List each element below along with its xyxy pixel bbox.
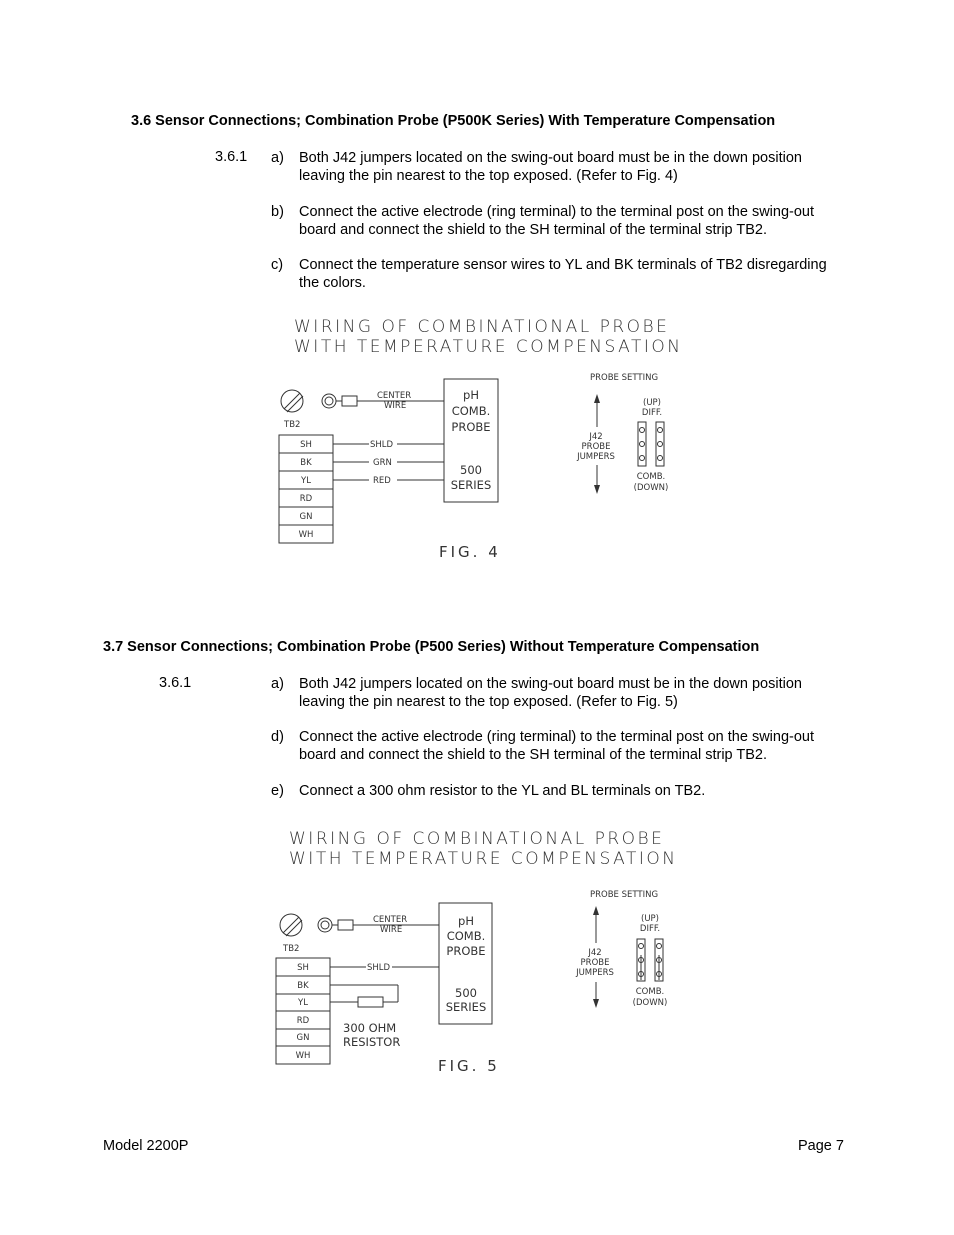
probe-label: SERIES [445, 1000, 487, 1014]
section-3-6-heading: 3.6 Sensor Connections; Combination Probe (P500K Series) With Temperature Compensation [131, 113, 776, 129]
terminal-label: RD [299, 494, 313, 504]
item-label: a) [271, 150, 284, 166]
wire-label: GRN [373, 458, 392, 468]
terminal-label: GN [296, 1033, 310, 1043]
j42-label: J42 [589, 432, 603, 442]
item-text: Connect a 300 ohm resistor to the YL and BL terminals on TB2. [299, 783, 706, 799]
up-label: (UP) [641, 914, 659, 924]
fig5-caption: FIG. 5 [438, 1057, 500, 1075]
j42-label: PROBE [580, 958, 610, 968]
fig5-center-wire: CENTER [373, 915, 408, 925]
item-text: Both J42 jumpers located on the swing-out board must be in the down position leaving the pin nearest to the top exposed. (Refer to Fig. 4) [299, 150, 802, 184]
j42-label: JUMPERS [577, 452, 615, 462]
up-label: (UP) [643, 398, 661, 408]
j42-label: J42 [588, 948, 602, 958]
item-text: Both J42 jumpers located on the swing-out board must be in the down position leaving the pin nearest to the top exposed. (Refer to Fig. 5) [299, 676, 802, 710]
probe-label: 500 [460, 463, 482, 477]
footer-page-number: Page 7 [798, 1138, 844, 1154]
probe-label: COMB. [451, 404, 491, 418]
terminal-label: BK [297, 981, 309, 991]
j42-label: PROBE [581, 442, 611, 452]
fig4-tb2-label: TB2 [284, 420, 301, 430]
probe-label: COMB. [446, 929, 486, 943]
probe-label: 500 [455, 986, 477, 1000]
resistor-icon [358, 997, 383, 1007]
fig5-title-line2: WITH TEMPERATURE COMPENSATION [289, 849, 678, 869]
terminal-label: YL [301, 476, 311, 486]
ring-terminal-icon [318, 918, 332, 932]
terminal-label: GN [299, 512, 313, 522]
comb-label: COMB. [635, 987, 665, 997]
footer-model: Model 2200P [103, 1138, 189, 1154]
fig5-tb2-label: TB2 [283, 944, 300, 954]
terminal-label: BK [300, 458, 312, 468]
fig5-title-line1: WIRING OF COMBINATIONAL PROBE [289, 829, 665, 849]
probe-setting-label: PROBE SETTING [590, 890, 659, 900]
resistor-label: 300 OHM [343, 1021, 397, 1035]
diff-label: DIFF. [639, 924, 661, 934]
probe-label: PROBE [451, 420, 491, 434]
section-3-7-number: 3.6.1 [159, 675, 192, 691]
terminal-label: SH [300, 440, 312, 450]
fig5-center-wire: WIRE [380, 925, 403, 935]
item-label: a) [271, 676, 284, 692]
wire-label: SHLD [370, 440, 394, 450]
ring-terminal-icon [322, 394, 336, 408]
item-label: c) [271, 257, 284, 273]
wire-label: RED [373, 476, 391, 486]
terminal-label: WH [295, 1051, 311, 1061]
comb-label: COMB. [636, 472, 666, 482]
fig4-center-wire: WIRE [384, 401, 407, 411]
terminal-label: RD [296, 1016, 310, 1026]
item-text: Connect the temperature sensor wires to YL and BK terminals of TB2 disregarding the colors. [299, 257, 827, 291]
resistor-label: RESISTOR [343, 1035, 401, 1049]
probe-label: pH [458, 914, 474, 928]
item-label: e) [271, 783, 284, 799]
item-label: d) [271, 729, 284, 745]
section-3-6-1-number: 3.6.1 [215, 149, 248, 165]
down-label: (DOWN) [632, 998, 668, 1008]
terminal-label: WH [298, 530, 314, 540]
section-3-7-heading: 3.7 Sensor Connections; Combination Probe (P500 Series) Without Temperature Compensation [103, 639, 760, 655]
diff-label: DIFF. [641, 408, 663, 418]
probe-label: pH [463, 388, 479, 402]
probe-label: PROBE [446, 944, 486, 958]
fig4-caption: FIG. 4 [439, 543, 501, 561]
item-label: b) [271, 204, 284, 220]
terminal-label: SH [297, 963, 309, 973]
probe-setting-label: PROBE SETTING [590, 373, 659, 383]
item-text: Connect the active electrode (ring terminal) to the terminal post on the swing-out board and connect the shield to the SH terminal of the terminal strip TB2. [299, 729, 815, 763]
wire-label: SHLD [367, 963, 391, 973]
down-label: (DOWN) [633, 483, 669, 493]
fig4-center-wire: CENTER [377, 391, 412, 401]
fig4-title-line2: WITH TEMPERATURE COMPENSATION [294, 337, 683, 357]
probe-label: SERIES [450, 478, 492, 492]
terminal-label: YL [298, 998, 308, 1008]
j42-label: JUMPERS [576, 968, 614, 978]
item-text: Connect the active electrode (ring terminal) to the terminal post on the swing-out board and connect the shield to the SH terminal of the terminal strip TB2. [299, 204, 815, 238]
fig4-title-line1: WIRING OF COMBINATIONAL PROBE [294, 317, 670, 337]
